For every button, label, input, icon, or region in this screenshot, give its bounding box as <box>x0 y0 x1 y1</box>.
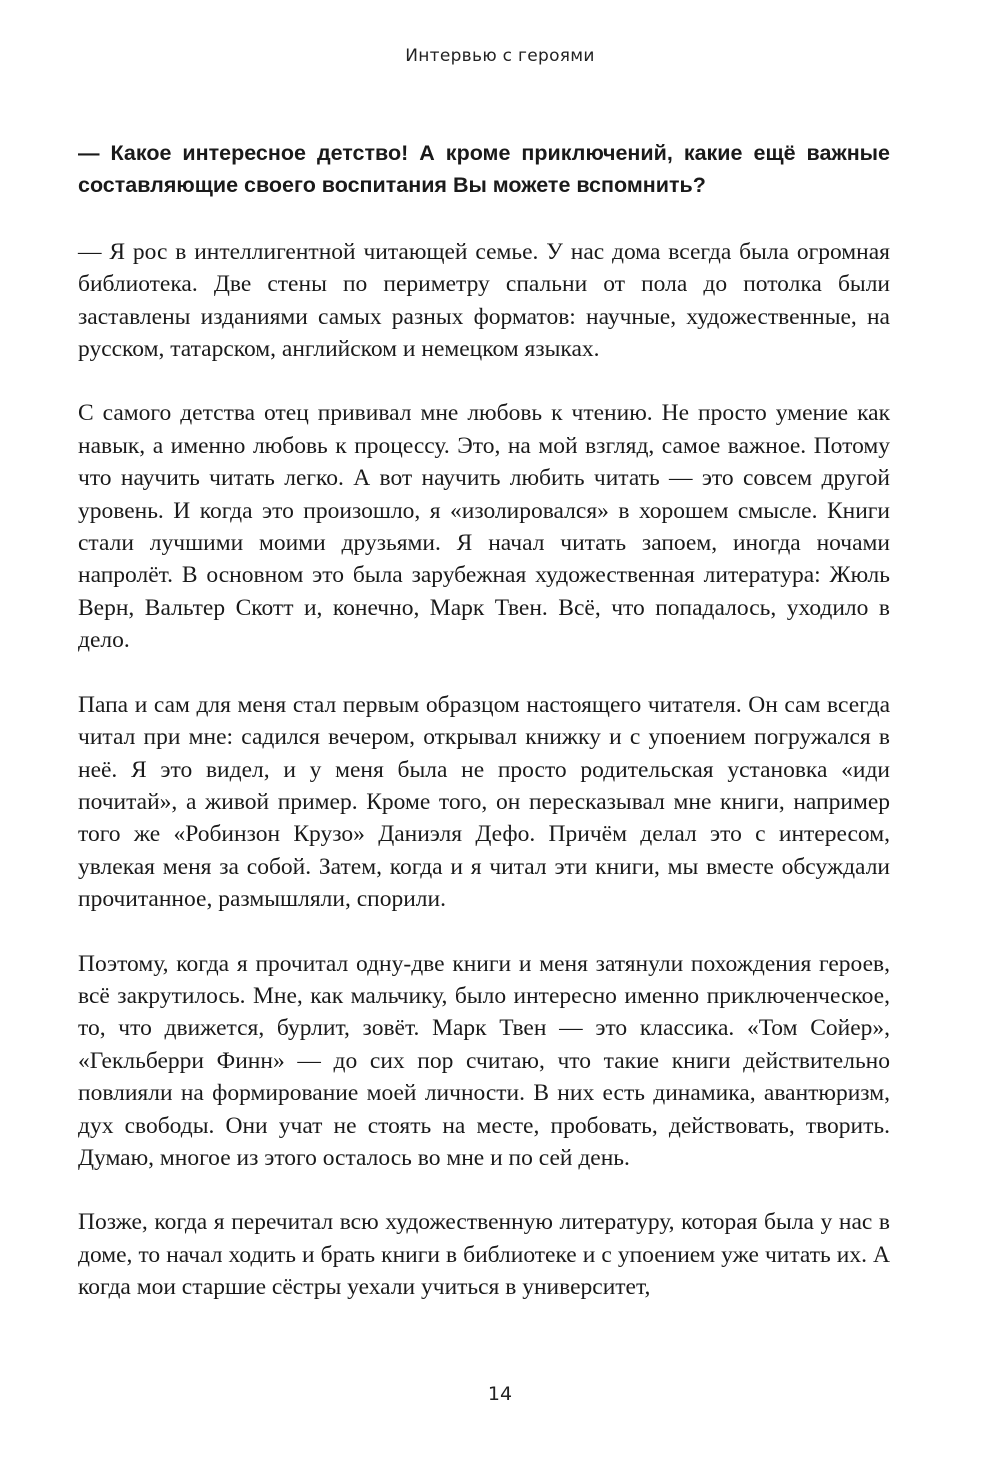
page-number: 14 <box>487 1383 513 1405</box>
answer-paragraph-2: С самого детства отец прививал мне любовь к чтению. Не просто умение как навык, а именно любовь к процессу. Это, на мой взгляд, самое важное. Потому что научить читать легко. А вот научить любить читать — это совсем другой уровень. И когда это произошло, я «изолировался» в хорошем смысле. Книги стали лучшими моими друзьями. Я начал читать запоем, иногда ночами напролёт. В основном это была зарубежная художественная литература: Жюль Верн, Вальтер Скотт и, конечно, Марк Твен. Всё, что попадалось, уходило в дело. <box>78 400 890 654</box>
answer-paragraph-5: Позже, когда я перечитал всю художественную литературу, которая была у нас в доме, то начал ходить и брать книги в библиотеке и с упоением уже читать их. А когда мои старшие сёстры уехали учиться в университет, <box>78 1209 890 1301</box>
answer-paragraph-3: Папа и сам для меня стал первым образцом настоящего читателя. Он сам всегда читал при мне: садился вечером, открывал книжку и с упоением погружался в неё. Я это видел, и у меня была не просто родительская установка «иди почитай», а живой пример. Кроме того, он пересказывал мне книги, например того же «Робинзон Крузо» Даниэля Дефо. Причём делал это с интересом, увлекая меня за собой. Затем, когда и я читал эти книги, мы вместе обсуждали прочитанное, размышляли, спорили. <box>78 691 890 913</box>
running-header: Интервью с героями <box>405 46 595 66</box>
page-body <box>78 137 890 1336</box>
answer-paragraph-4: Поэтому, когда я прочитал одну-две книги и меня затянули похождения героев, всё закрутилось. Мне, как мальчику, было интересно именно приключенческое, то, что движется, бурлит, зовёт. Марк Твен — это классика. «Том Сойер», «Гекльберри Финн» — до сих пор считаю, что такие книги действительно повлияли на формирование моей личности. В них есть динамика, авантюризм, дух свободы. Они учат не стоять на месте, пробовать, действовать, творить. Думаю, многое из этого осталось во мне и по сей день. <box>78 950 890 1171</box>
answer-paragraph-1: — Я рос в интеллигентной читающей семье. У нас дома всегда была огромная библиотека. Две стены по периметру спальни от пола до потолка были заставлены изданиями самых разных форматов: научные, художественные, на русском, татарском, английском и немецком языках. <box>78 238 890 363</box>
interview-question: — Какое интересное детство! А кроме приключений, какие ещё важные составляющие своего воспитания Вы можете вспомнить? <box>78 141 890 198</box>
